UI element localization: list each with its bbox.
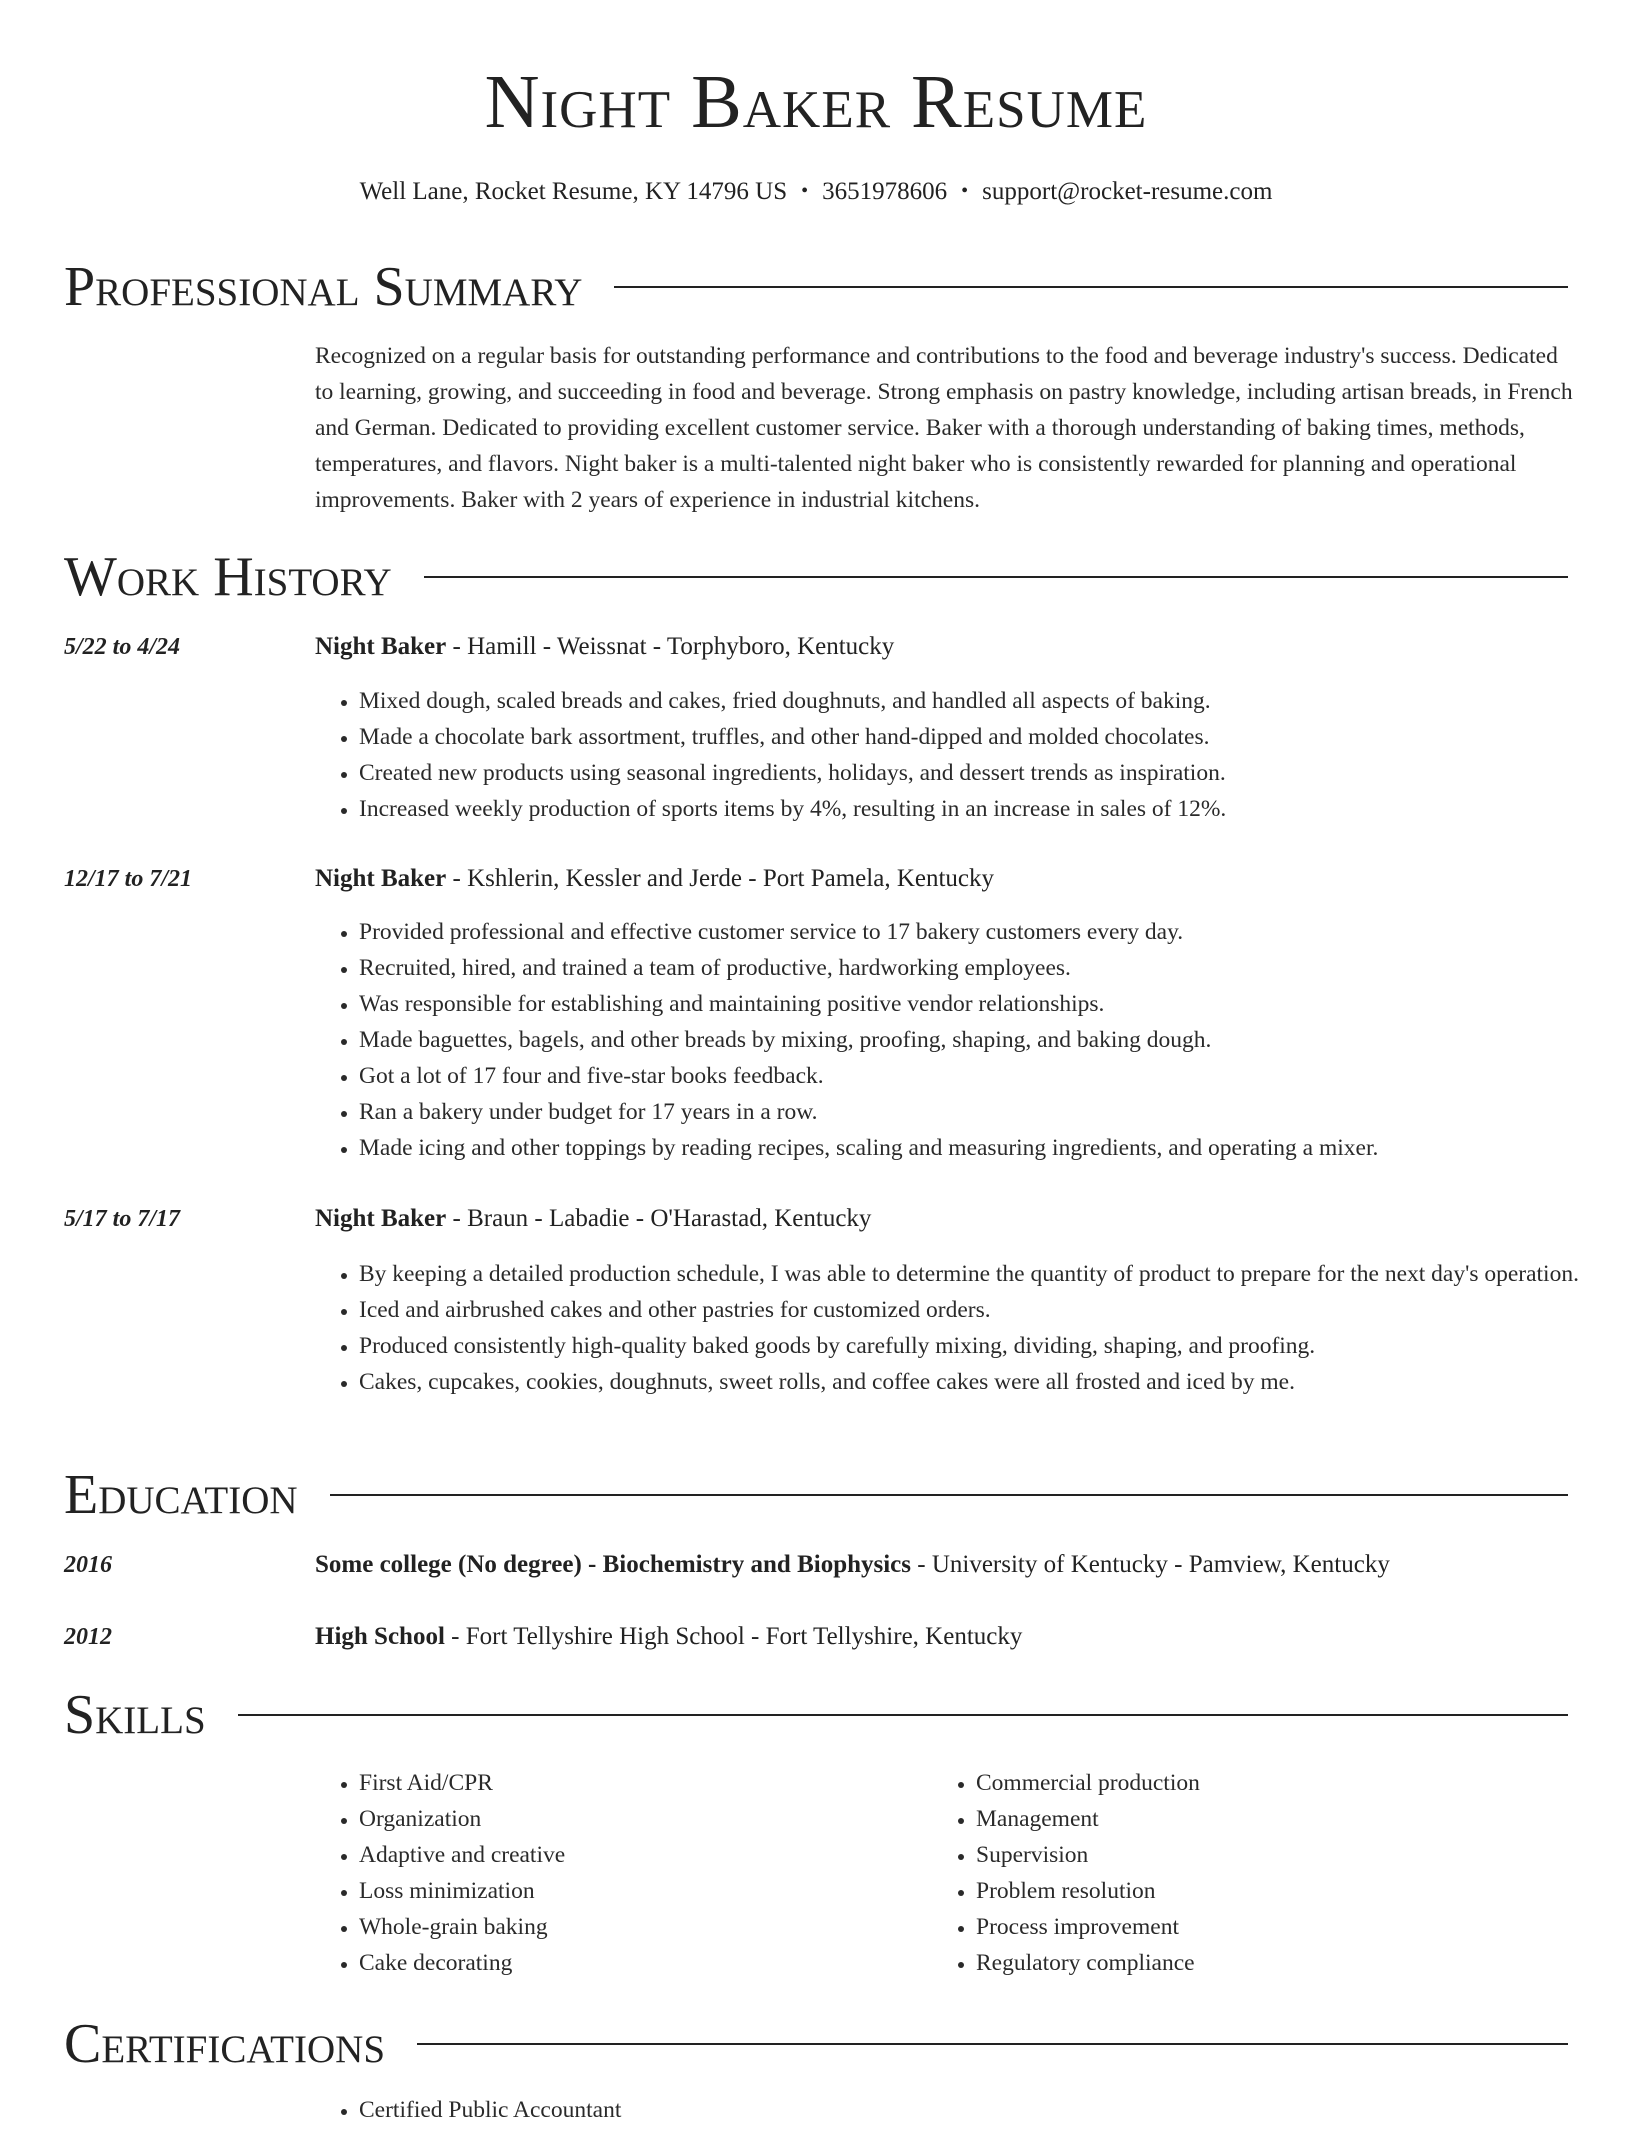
- section-title: Education: [64, 1464, 298, 1526]
- job-title: Night Baker: [315, 865, 447, 892]
- education-entry: [315, 1547, 1390, 1583]
- section-title: Certifications: [64, 2013, 386, 2075]
- list-item: • Provided professional and effective customer service to 17 bakery customers every day.: [359, 914, 1624, 950]
- job-heading: [315, 1201, 871, 1237]
- resume-name: Night Baker Resume: [484, 60, 1148, 144]
- list-item: • Mixed dough, scaled breads and cakes, fried doughnuts, and handled all aspects of baking.: [359, 683, 1624, 719]
- job-bullets: [315, 1256, 1624, 1400]
- education-degree: Some college (No degree) - Biochemistry and Biophysics: [315, 1551, 911, 1578]
- skill-item: • Cake decorating: [359, 1945, 919, 1981]
- job-employer: - Hamill - Weissnat - Torphyboro, Kentucky: [446, 633, 895, 660]
- section-header-certifications: [64, 2009, 1568, 2079]
- education-degree: High School: [315, 1623, 445, 1650]
- section-divider: [238, 1714, 1568, 1716]
- certifications-list: [315, 2092, 1624, 2128]
- contact-separator: •: [961, 180, 969, 202]
- list-item: • Created new products using seasonal ingredients, holidays, and dessert trends as inspiration.: [359, 755, 1624, 791]
- list-item: • Recruited, hired, and trained a team of productive, hardworking employees.: [359, 950, 1624, 986]
- section-divider: [614, 286, 1568, 288]
- job-heading: [315, 861, 994, 897]
- skill-item: • First Aid/CPR: [359, 1765, 919, 1801]
- list-item: • Made icing and other toppings by reading recipes, scaling and measuring ingredients, and operating a mixer.: [359, 1130, 1624, 1166]
- job-bullets: [315, 683, 1624, 827]
- skill-item: • Regulatory compliance: [976, 1945, 1576, 1981]
- contact-address: Well Lane, Rocket Resume, KY 14796 US: [359, 178, 788, 205]
- section-title: Professional Summary: [64, 256, 583, 318]
- education-year: 2016: [64, 1552, 112, 1578]
- section-divider: [417, 2043, 1568, 2045]
- skill-item: • Problem resolution: [976, 1873, 1576, 1909]
- contact-phone: 3651978606: [822, 178, 948, 205]
- skills-list-left: [315, 1765, 919, 1981]
- list-item: • By keeping a detailed production schedule, I was able to determine the quantity of product to prepare for the next day's operation.: [359, 1256, 1624, 1292]
- section-header-summary: [64, 252, 1568, 322]
- job-title: Night Baker: [315, 633, 447, 660]
- list-item: • Got a lot of 17 four and five-star books feedback.: [359, 1058, 1624, 1094]
- job-dates: 5/17 to 7/17: [64, 1206, 181, 1232]
- job-employer: - Braun - Labadie - O'Harastad, Kentucky: [446, 1205, 872, 1232]
- summary-text: Recognized on a regular basis for outstanding performance and contributions to the food and beverage industry's success. Dedicated to learning, growing, and succeeding in food and beverage. Strong emphasis on pastry knowledge, including artisan breads, in French and German. Dedicated to providing excellent customer service. Baker with a thorough understanding of baking times, methods, temperatures, and flavors. Night baker is a multi-talented night baker who is consistently rewarded for planning and operational improvements. Baker with 2 years of experience in industrial kitchens.: [315, 343, 1573, 513]
- education-school: - University of Kentucky - Pamview, Kentucky: [911, 1551, 1390, 1578]
- list-item: • Increased weekly production of sports items by 4%, resulting in an increase in sales of 12%.: [359, 791, 1624, 827]
- section-header-work-history: [64, 542, 1568, 612]
- skill-item: • Commercial production: [976, 1765, 1576, 1801]
- job-dates: 5/22 to 4/24: [64, 634, 181, 660]
- skill-item: • Organization: [359, 1801, 919, 1837]
- section-header-skills: [64, 1680, 1568, 1750]
- education-year: 2012: [64, 1624, 112, 1650]
- section-divider: [424, 576, 1568, 578]
- section-header-education: [64, 1460, 1568, 1530]
- list-item: • Ran a bakery under budget for 17 years in a row.: [359, 1094, 1624, 1130]
- section-title: Skills: [64, 1684, 206, 1746]
- list-item: • Iced and airbrushed cakes and other pastries for customized orders.: [359, 1292, 1624, 1328]
- skills-list-right: [932, 1765, 1576, 1981]
- list-item: • Made a chocolate bark assortment, truffles, and other hand-dipped and molded chocolates.: [359, 719, 1624, 755]
- certification-item: • Certified Public Accountant: [359, 2092, 1624, 2128]
- section-divider: [330, 1494, 1568, 1496]
- skill-item: • Process improvement: [976, 1909, 1576, 1945]
- education-entry: [315, 1619, 1022, 1655]
- contact-email: support@rocket-resume.com: [982, 178, 1273, 205]
- contact-separator: •: [801, 180, 809, 202]
- skill-item: • Whole-grain baking: [359, 1909, 919, 1945]
- education-school: - Fort Tellyshire High School - Fort Tellyshire, Kentucky: [444, 1623, 1023, 1650]
- job-dates: 12/17 to 7/21: [64, 866, 193, 892]
- contact-line: [0, 174, 1632, 211]
- skill-item: • Adaptive and creative: [359, 1837, 919, 1873]
- list-item: • Produced consistently high-quality baked goods by carefully mixing, dividing, shaping, and proofing.: [359, 1328, 1624, 1364]
- skill-item: • Management: [976, 1801, 1576, 1837]
- skill-item: • Loss minimization: [359, 1873, 919, 1909]
- section-title: Work History: [64, 546, 392, 608]
- job-bullets: [315, 914, 1624, 1166]
- job-title: Night Baker: [315, 1205, 447, 1232]
- list-item: • Was responsible for establishing and maintaining positive vendor relationships.: [359, 986, 1624, 1022]
- job-heading: [315, 629, 894, 665]
- job-employer: - Kshlerin, Kessler and Jerde - Port Pamela, Kentucky: [446, 865, 995, 892]
- skill-item: • Supervision: [976, 1837, 1576, 1873]
- list-item: • Cakes, cupcakes, cookies, doughnuts, sweet rolls, and coffee cakes were all frosted and iced by me.: [359, 1364, 1624, 1400]
- list-item: • Made baguettes, bagels, and other breads by mixing, proofing, shaping, and baking dough.: [359, 1022, 1624, 1058]
